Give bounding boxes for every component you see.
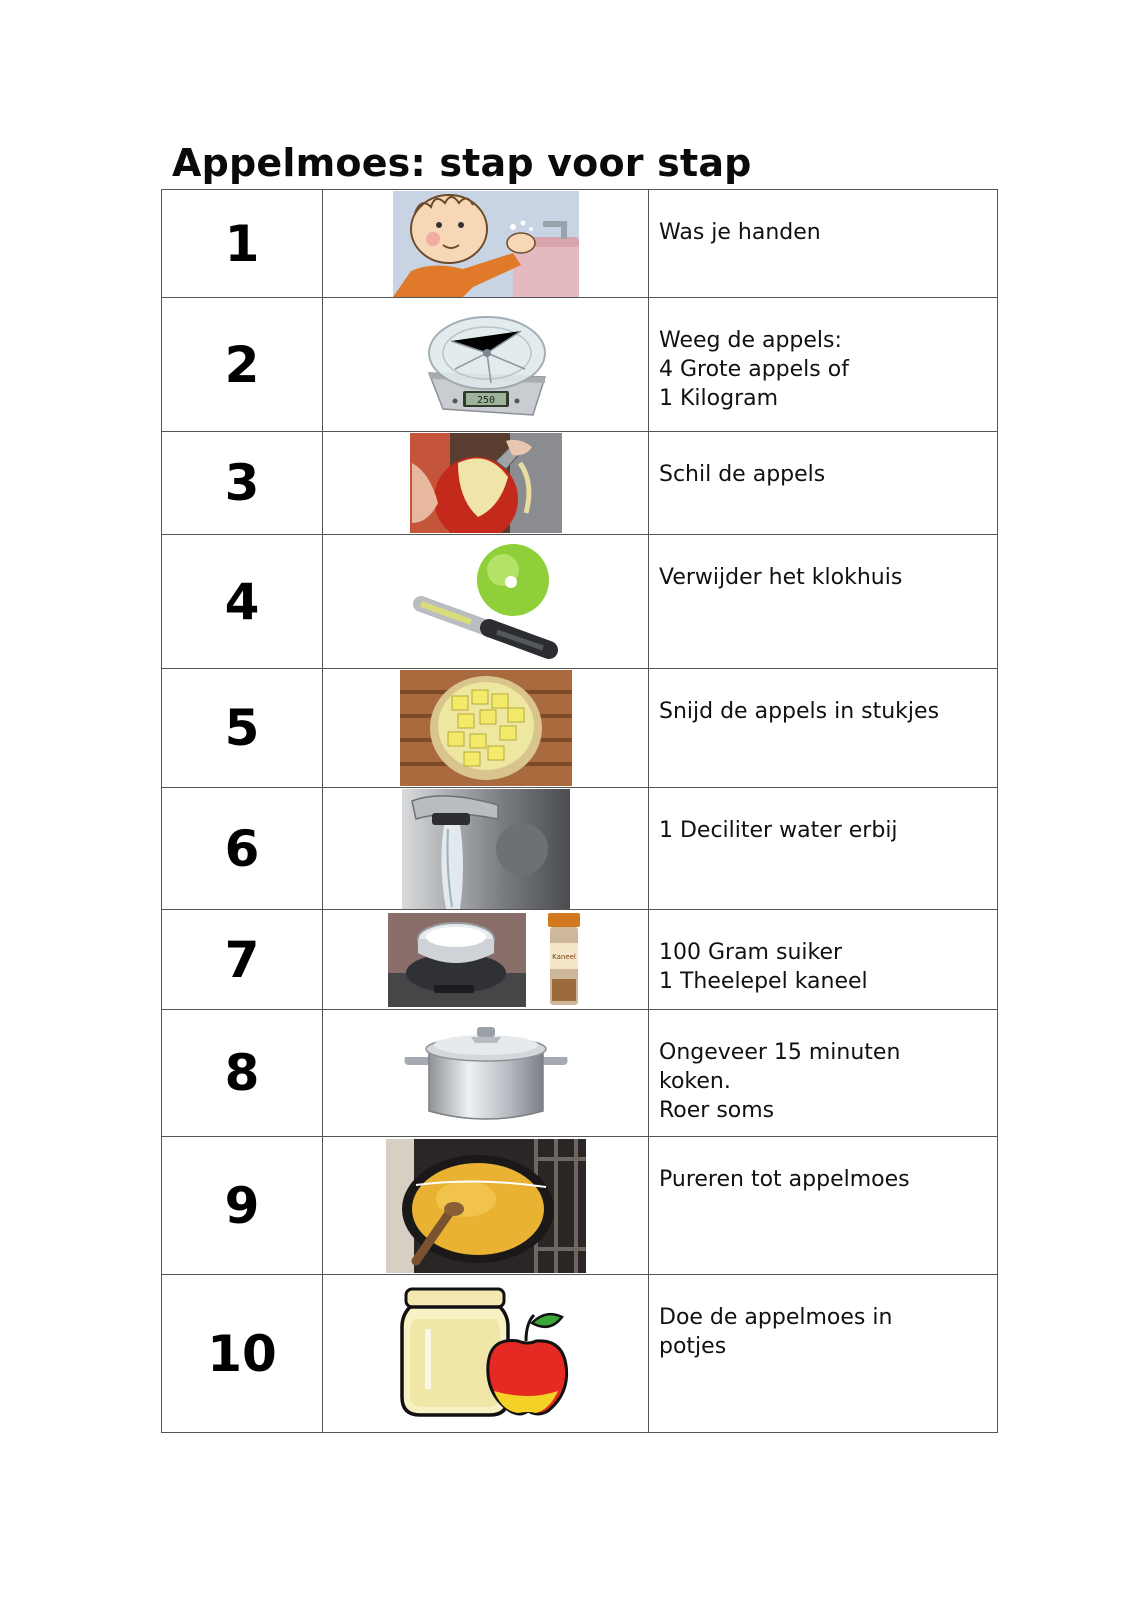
peeling-apple-icon xyxy=(410,433,562,533)
step-text: Snijd de appels in stukjes xyxy=(649,669,998,788)
step-number: 9 xyxy=(162,1137,323,1275)
steps-table xyxy=(161,189,998,1433)
step-number: 3 xyxy=(162,432,323,535)
step-row xyxy=(162,535,998,669)
step-number: 4 xyxy=(162,535,323,669)
step-row xyxy=(162,1010,998,1137)
sugar-and-cinnamon-icon xyxy=(388,913,584,1007)
step-row xyxy=(162,1275,998,1433)
step-number: 6 xyxy=(162,788,323,910)
step-text: Schil de appels xyxy=(649,432,998,535)
step-row xyxy=(162,1137,998,1275)
jar-and-apple-icon xyxy=(398,1279,574,1429)
step-text: Weeg de appels: 4 Grote appels of 1 Kilogram xyxy=(649,298,998,432)
pan-with-puree-icon xyxy=(386,1139,586,1273)
page-title: Appelmoes: stap voor stap xyxy=(172,141,752,185)
step-image-cell xyxy=(323,1010,649,1137)
step-image-cell xyxy=(323,910,649,1010)
step-text: Pureren tot appelmoes xyxy=(649,1137,998,1275)
apple-corer-icon xyxy=(411,540,561,664)
step-image-cell xyxy=(323,190,649,298)
step-row xyxy=(162,910,998,1010)
step-row xyxy=(162,190,998,298)
water-tap-icon xyxy=(402,789,570,909)
step-number: 2 xyxy=(162,298,323,432)
step-image-cell xyxy=(323,669,649,788)
step-number: 8 xyxy=(162,1010,323,1137)
step-number: 10 xyxy=(162,1275,323,1433)
cooking-pot-icon xyxy=(401,1021,571,1125)
bowl-apple-pieces-icon xyxy=(400,670,572,786)
step-row xyxy=(162,298,998,432)
step-image-cell xyxy=(323,788,649,910)
scale-readout: 250 xyxy=(476,394,495,406)
step-image-cell xyxy=(323,1275,649,1433)
step-image-cell xyxy=(323,298,649,432)
step-number: 7 xyxy=(162,910,323,1010)
cinnamon-jar-label: Kaneel xyxy=(551,952,576,961)
step-text: Verwijder het klokhuis xyxy=(649,535,998,669)
step-image-cell xyxy=(323,1137,649,1275)
step-text: Doe de appelmoes in potjes xyxy=(649,1275,998,1433)
step-text: 100 Gram suiker 1 Theelepel kaneel xyxy=(649,910,998,1010)
step-image-cell xyxy=(323,535,649,669)
step-image-cell xyxy=(323,432,649,535)
child-washing-hands-icon xyxy=(393,191,579,297)
step-text: Was je handen xyxy=(649,190,998,298)
step-row xyxy=(162,432,998,535)
step-row xyxy=(162,788,998,910)
step-number: 5 xyxy=(162,669,323,788)
step-text: 1 Deciliter water erbij xyxy=(649,788,998,910)
step-row xyxy=(162,669,998,788)
step-number: 1 xyxy=(162,190,323,298)
kitchen-scale-icon xyxy=(421,311,551,419)
step-text: Ongeveer 15 minuten koken. Roer soms xyxy=(649,1010,998,1137)
